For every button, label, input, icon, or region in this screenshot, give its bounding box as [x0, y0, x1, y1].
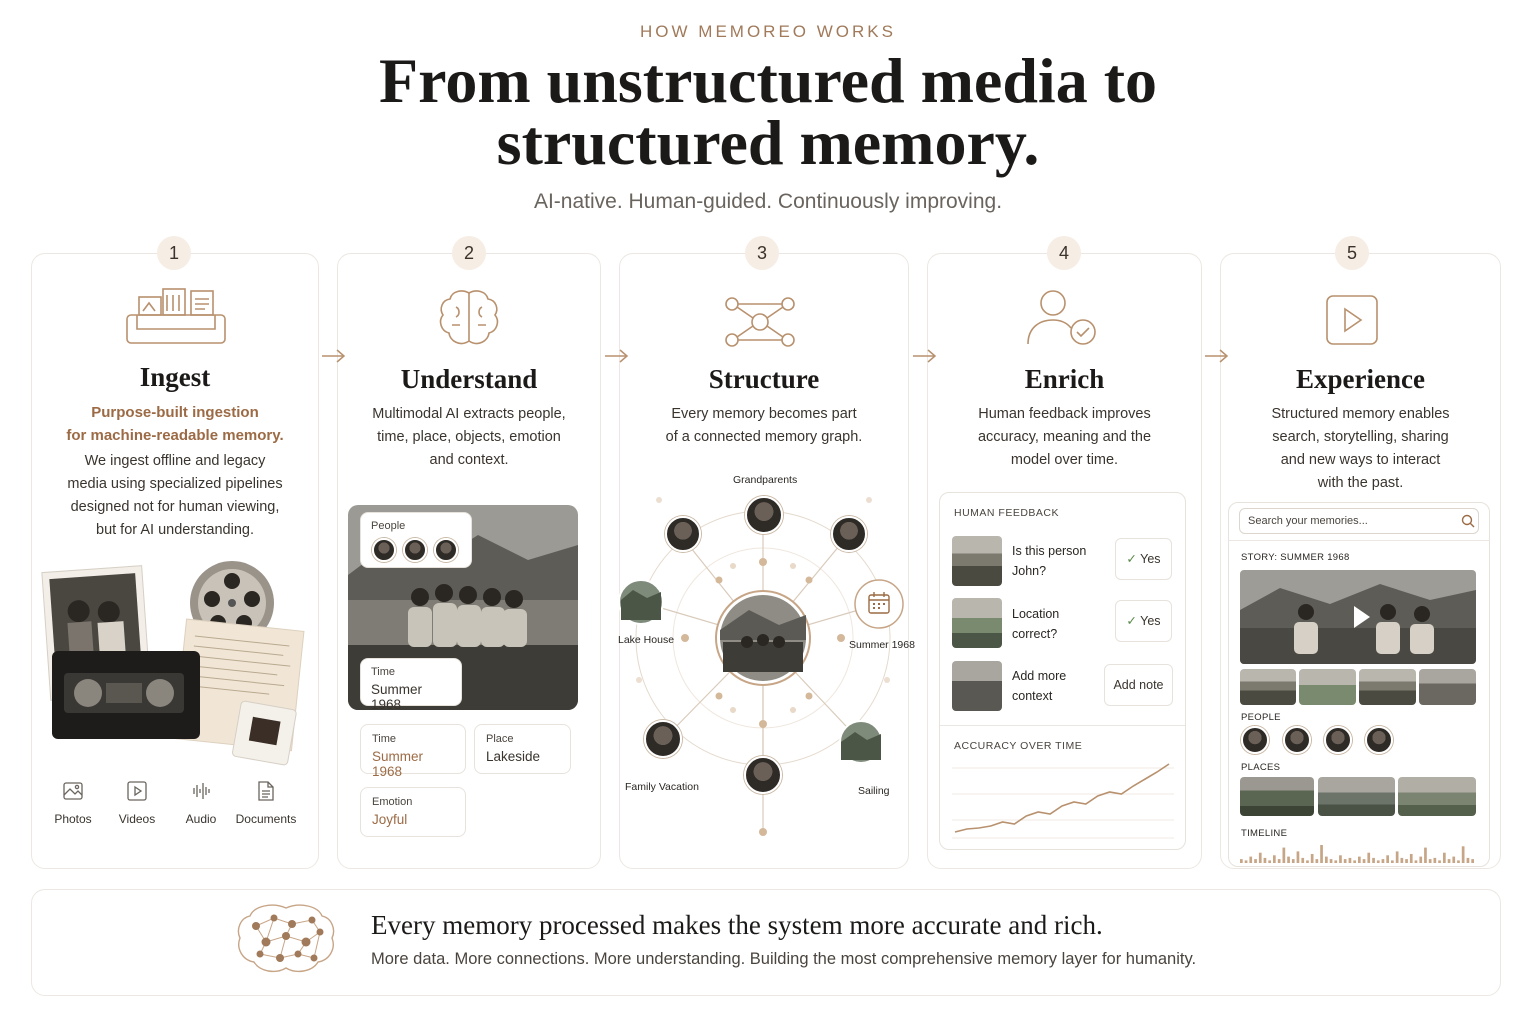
- feedback-question: [1012, 604, 1059, 644]
- desc-line: accuracy, meaning and the: [977, 429, 1152, 445]
- title-line-1: From unstructured media to: [378, 45, 1158, 116]
- timeline-bar: [1372, 858, 1375, 863]
- timeline-bar: [1448, 859, 1451, 863]
- button-label: Yes: [1140, 614, 1161, 628]
- document-icon: [256, 780, 276, 802]
- tag-value: Lakeside: [486, 749, 541, 764]
- step-number-4: 4: [1047, 236, 1081, 270]
- step-number-3: 3: [745, 236, 779, 270]
- step-number-1: 1: [157, 236, 191, 270]
- story-video[interactable]: [1240, 570, 1476, 664]
- node-label-summer-1968: Summer 1968: [849, 639, 915, 651]
- timeline-bar: [1311, 854, 1314, 863]
- divider: [1228, 540, 1490, 541]
- photo-time-chip: [360, 658, 462, 712]
- step-desc-enrich: [927, 403, 1202, 472]
- place-thumbnail[interactable]: [1398, 777, 1476, 816]
- user-check-icon: [1025, 288, 1099, 350]
- timeline-bar: [1415, 860, 1418, 863]
- legacy-media-collage: [40, 555, 305, 770]
- timeline-bar: [1330, 859, 1333, 863]
- step-number-2: 2: [452, 236, 486, 270]
- timeline-bar: [1467, 858, 1470, 863]
- people-label: PEOPLE: [1241, 712, 1281, 723]
- timeline-bar: [1471, 859, 1474, 863]
- graph-network-icon: [722, 294, 798, 350]
- desc-line: Every memory becomes part: [671, 406, 857, 422]
- desc-line: and new ways to interact: [1280, 452, 1441, 468]
- timeline-bar: [1320, 845, 1323, 863]
- time-key: Time: [371, 666, 396, 678]
- play-icon: [1325, 294, 1379, 346]
- feedback-thumbnail: [952, 598, 1002, 648]
- node-label-lake-house: Lake House: [618, 634, 675, 646]
- timeline-bar: [1249, 857, 1252, 863]
- step-number-5: 5: [1335, 236, 1369, 270]
- media-tray-icon: [125, 285, 227, 347]
- page-title: [0, 45, 1536, 178]
- timeline-bar: [1386, 855, 1389, 863]
- person-node: [665, 516, 701, 552]
- feedback-thumbnail: [952, 536, 1002, 586]
- question-line: Is this person: [1012, 544, 1087, 558]
- timeline-bar: [1325, 857, 1328, 863]
- story-video-frame: [1240, 570, 1476, 664]
- timeline-bar: [1259, 853, 1262, 863]
- timeline-bar: [1443, 853, 1446, 863]
- place-thumbnail[interactable]: [1318, 777, 1395, 816]
- desc-line: with the past.: [1317, 475, 1404, 491]
- desc-line: and context.: [429, 452, 509, 468]
- ingest-highlight: [31, 401, 319, 447]
- node-label-sailing: Sailing: [858, 785, 890, 797]
- video-icon: [126, 780, 148, 802]
- timeline-bar: [1245, 860, 1248, 863]
- timeline-bar: [1268, 860, 1271, 863]
- timeline-bar: [1292, 859, 1295, 863]
- timeline-bar: [1429, 859, 1432, 863]
- question-line: context: [1012, 689, 1053, 703]
- step-title-enrich: Enrich: [1024, 364, 1105, 394]
- story-thumbnail[interactable]: [1359, 669, 1416, 705]
- person-avatar[interactable]: [1365, 726, 1393, 754]
- person-avatar: [434, 538, 458, 562]
- timeline-bar: [1254, 859, 1257, 863]
- person-node: [644, 720, 682, 758]
- step-title-understand: Understand: [400, 364, 538, 394]
- eyebrow: HOW MEMOREO WORKS: [640, 22, 896, 41]
- tag-place: [474, 724, 571, 774]
- search-icon[interactable]: [1461, 514, 1475, 528]
- timeline-bar: [1287, 857, 1290, 863]
- node-label-family-vacation: Family Vacation: [625, 781, 699, 793]
- timeline-bar: [1396, 851, 1399, 863]
- desc-line: media using specialized pipelines: [67, 476, 283, 492]
- footer-title: Every memory processed makes the system more accurate and rich.: [371, 910, 1103, 940]
- step-desc-understand: [337, 403, 601, 472]
- timeline-bar: [1462, 846, 1465, 863]
- story-thumbnail[interactable]: [1240, 669, 1296, 705]
- step-title-experience: Experience: [1296, 364, 1425, 394]
- story-label: STORY: SUMMER 1968: [1241, 552, 1350, 563]
- time-value: Summer 1968: [371, 682, 423, 712]
- arrow-right-icon: [911, 346, 939, 366]
- timeline-bar: [1297, 851, 1300, 863]
- step-desc-experience: [1220, 403, 1501, 495]
- node-label-grandparents: Grandparents: [733, 474, 798, 486]
- desc-line: time, place, objects, emotion: [377, 429, 561, 445]
- desc-line: Multimodal AI extracts people,: [372, 406, 566, 422]
- step-desc-structure: [619, 403, 909, 449]
- media-label-videos: Videos: [118, 812, 156, 826]
- places-label: PLACES: [1241, 762, 1281, 773]
- step-title-structure: Structure: [708, 364, 820, 394]
- timeline-bar: [1240, 859, 1243, 863]
- timeline-bar: [1334, 860, 1337, 863]
- tagline: AI-native. Human-guided. Continuously improving.: [533, 190, 1003, 213]
- person-avatar[interactable]: [1324, 726, 1352, 754]
- tag-value: Summer 1968: [372, 749, 424, 779]
- person-node: [744, 756, 782, 794]
- desc-line: but for AI understanding.: [96, 522, 254, 538]
- confirm-yes-button[interactable]: [1115, 538, 1172, 580]
- feedback-thumbnail: [952, 661, 1002, 711]
- tag-time: [360, 724, 466, 779]
- question-line: correct?: [1012, 627, 1058, 641]
- tag-value: Joyful: [372, 812, 408, 827]
- tag-key: Emotion: [372, 796, 413, 808]
- timeline-bar: [1353, 860, 1356, 863]
- timeline-bar: [1358, 857, 1361, 863]
- desc-line: search, storytelling, sharing: [1272, 429, 1449, 445]
- timeline-bar: [1344, 859, 1347, 863]
- question-line: Add more: [1012, 669, 1067, 683]
- timeline-bar: [1405, 859, 1408, 863]
- timeline-chart[interactable]: [1240, 843, 1476, 863]
- timeline-bar: [1273, 855, 1276, 863]
- person-avatar: [372, 538, 396, 562]
- brain-network-icon: [236, 902, 336, 976]
- timeline-bar: [1316, 859, 1319, 863]
- feedback-question: [1012, 666, 1066, 706]
- media-label-documents: Documents: [235, 812, 297, 826]
- person-avatar[interactable]: [1241, 726, 1269, 754]
- grandparent-node: [745, 496, 783, 534]
- story-thumbnail[interactable]: [1299, 669, 1356, 705]
- timeline-bar: [1349, 858, 1352, 863]
- desc-line: model over time.: [1010, 452, 1119, 468]
- feedback-header: HUMAN FEEDBACK: [954, 507, 1060, 519]
- divider: [940, 725, 1185, 726]
- desc-line: Human feedback improves: [978, 406, 1151, 422]
- step-title-ingest: Ingest: [139, 362, 211, 392]
- desc-line: Structured memory enables: [1271, 406, 1450, 422]
- timeline-bar: [1434, 858, 1437, 863]
- timeline-bar: [1339, 855, 1342, 863]
- desc-line: designed not for human viewing,: [70, 499, 280, 515]
- timeline-bar: [1283, 848, 1286, 863]
- timeline-bar: [1377, 860, 1380, 863]
- question-line: Location: [1012, 607, 1060, 621]
- timeline-bar: [1410, 854, 1413, 863]
- audio-wave-icon: [189, 780, 213, 802]
- memory-search-input[interactable]: Search your memories...: [1239, 508, 1479, 534]
- timeline-bar: [1438, 860, 1441, 863]
- arrow-right-icon: [320, 346, 348, 366]
- timeline-bar: [1424, 848, 1427, 863]
- place-thumbnail[interactable]: [1240, 777, 1314, 816]
- media-label-photos: Photos: [54, 812, 92, 826]
- brain-icon: [436, 287, 502, 349]
- accuracy-header: ACCURACY OVER TIME: [954, 740, 1083, 752]
- timeline-bar: [1367, 853, 1370, 863]
- footer-subtitle: More data. More connections. More understanding. Building the most comprehensive memory layer for humanity.: [371, 950, 1197, 968]
- accuracy-chart: [952, 756, 1174, 840]
- timeline-bar: [1363, 859, 1366, 863]
- photo-icon: [62, 780, 84, 802]
- timeline-bar: [1452, 857, 1455, 863]
- timeline-bar: [1306, 860, 1309, 863]
- person-node: [831, 516, 867, 552]
- check-icon: ✓: [1126, 552, 1137, 566]
- timeline-label: TIMELINE: [1241, 828, 1288, 839]
- arrow-right-icon: [1203, 346, 1231, 366]
- tag-key: Place: [486, 733, 514, 745]
- timeline-bar: [1401, 858, 1404, 863]
- timeline-bar: [1264, 858, 1267, 863]
- highlight-line-2: for machine-readable memory.: [66, 427, 284, 444]
- add-note-button[interactable]: Add note: [1104, 664, 1173, 706]
- feedback-question: [1012, 541, 1086, 581]
- desc-line: We ingest offline and legacy: [84, 453, 266, 469]
- timeline-bar: [1391, 860, 1394, 863]
- accuracy-line: [955, 764, 1169, 832]
- highlight-line-1: Purpose-built ingestion: [91, 404, 259, 421]
- timeline-bar: [1457, 860, 1460, 863]
- tag-key: Time: [372, 733, 397, 745]
- arrow-right-icon: [603, 346, 631, 366]
- title-line-2: structured memory.: [496, 107, 1040, 178]
- desc-line: of a connected memory graph.: [665, 429, 863, 445]
- question-line: John?: [1012, 564, 1047, 578]
- button-label: Yes: [1140, 552, 1161, 566]
- timeline-bar: [1278, 859, 1281, 863]
- media-label-audio: Audio: [185, 812, 217, 826]
- check-icon: ✓: [1126, 614, 1137, 628]
- timeline-bar: [1382, 859, 1385, 863]
- people-label: People: [371, 520, 406, 532]
- timeline-bar: [1301, 858, 1304, 863]
- person-avatar[interactable]: [1283, 726, 1311, 754]
- person-avatar: [403, 538, 427, 562]
- confirm-yes-button[interactable]: [1115, 600, 1172, 642]
- step-desc-ingest: [31, 450, 319, 542]
- timeline-bar: [1419, 857, 1422, 863]
- tag-emotion: [360, 787, 466, 837]
- story-thumbnail[interactable]: [1419, 669, 1476, 705]
